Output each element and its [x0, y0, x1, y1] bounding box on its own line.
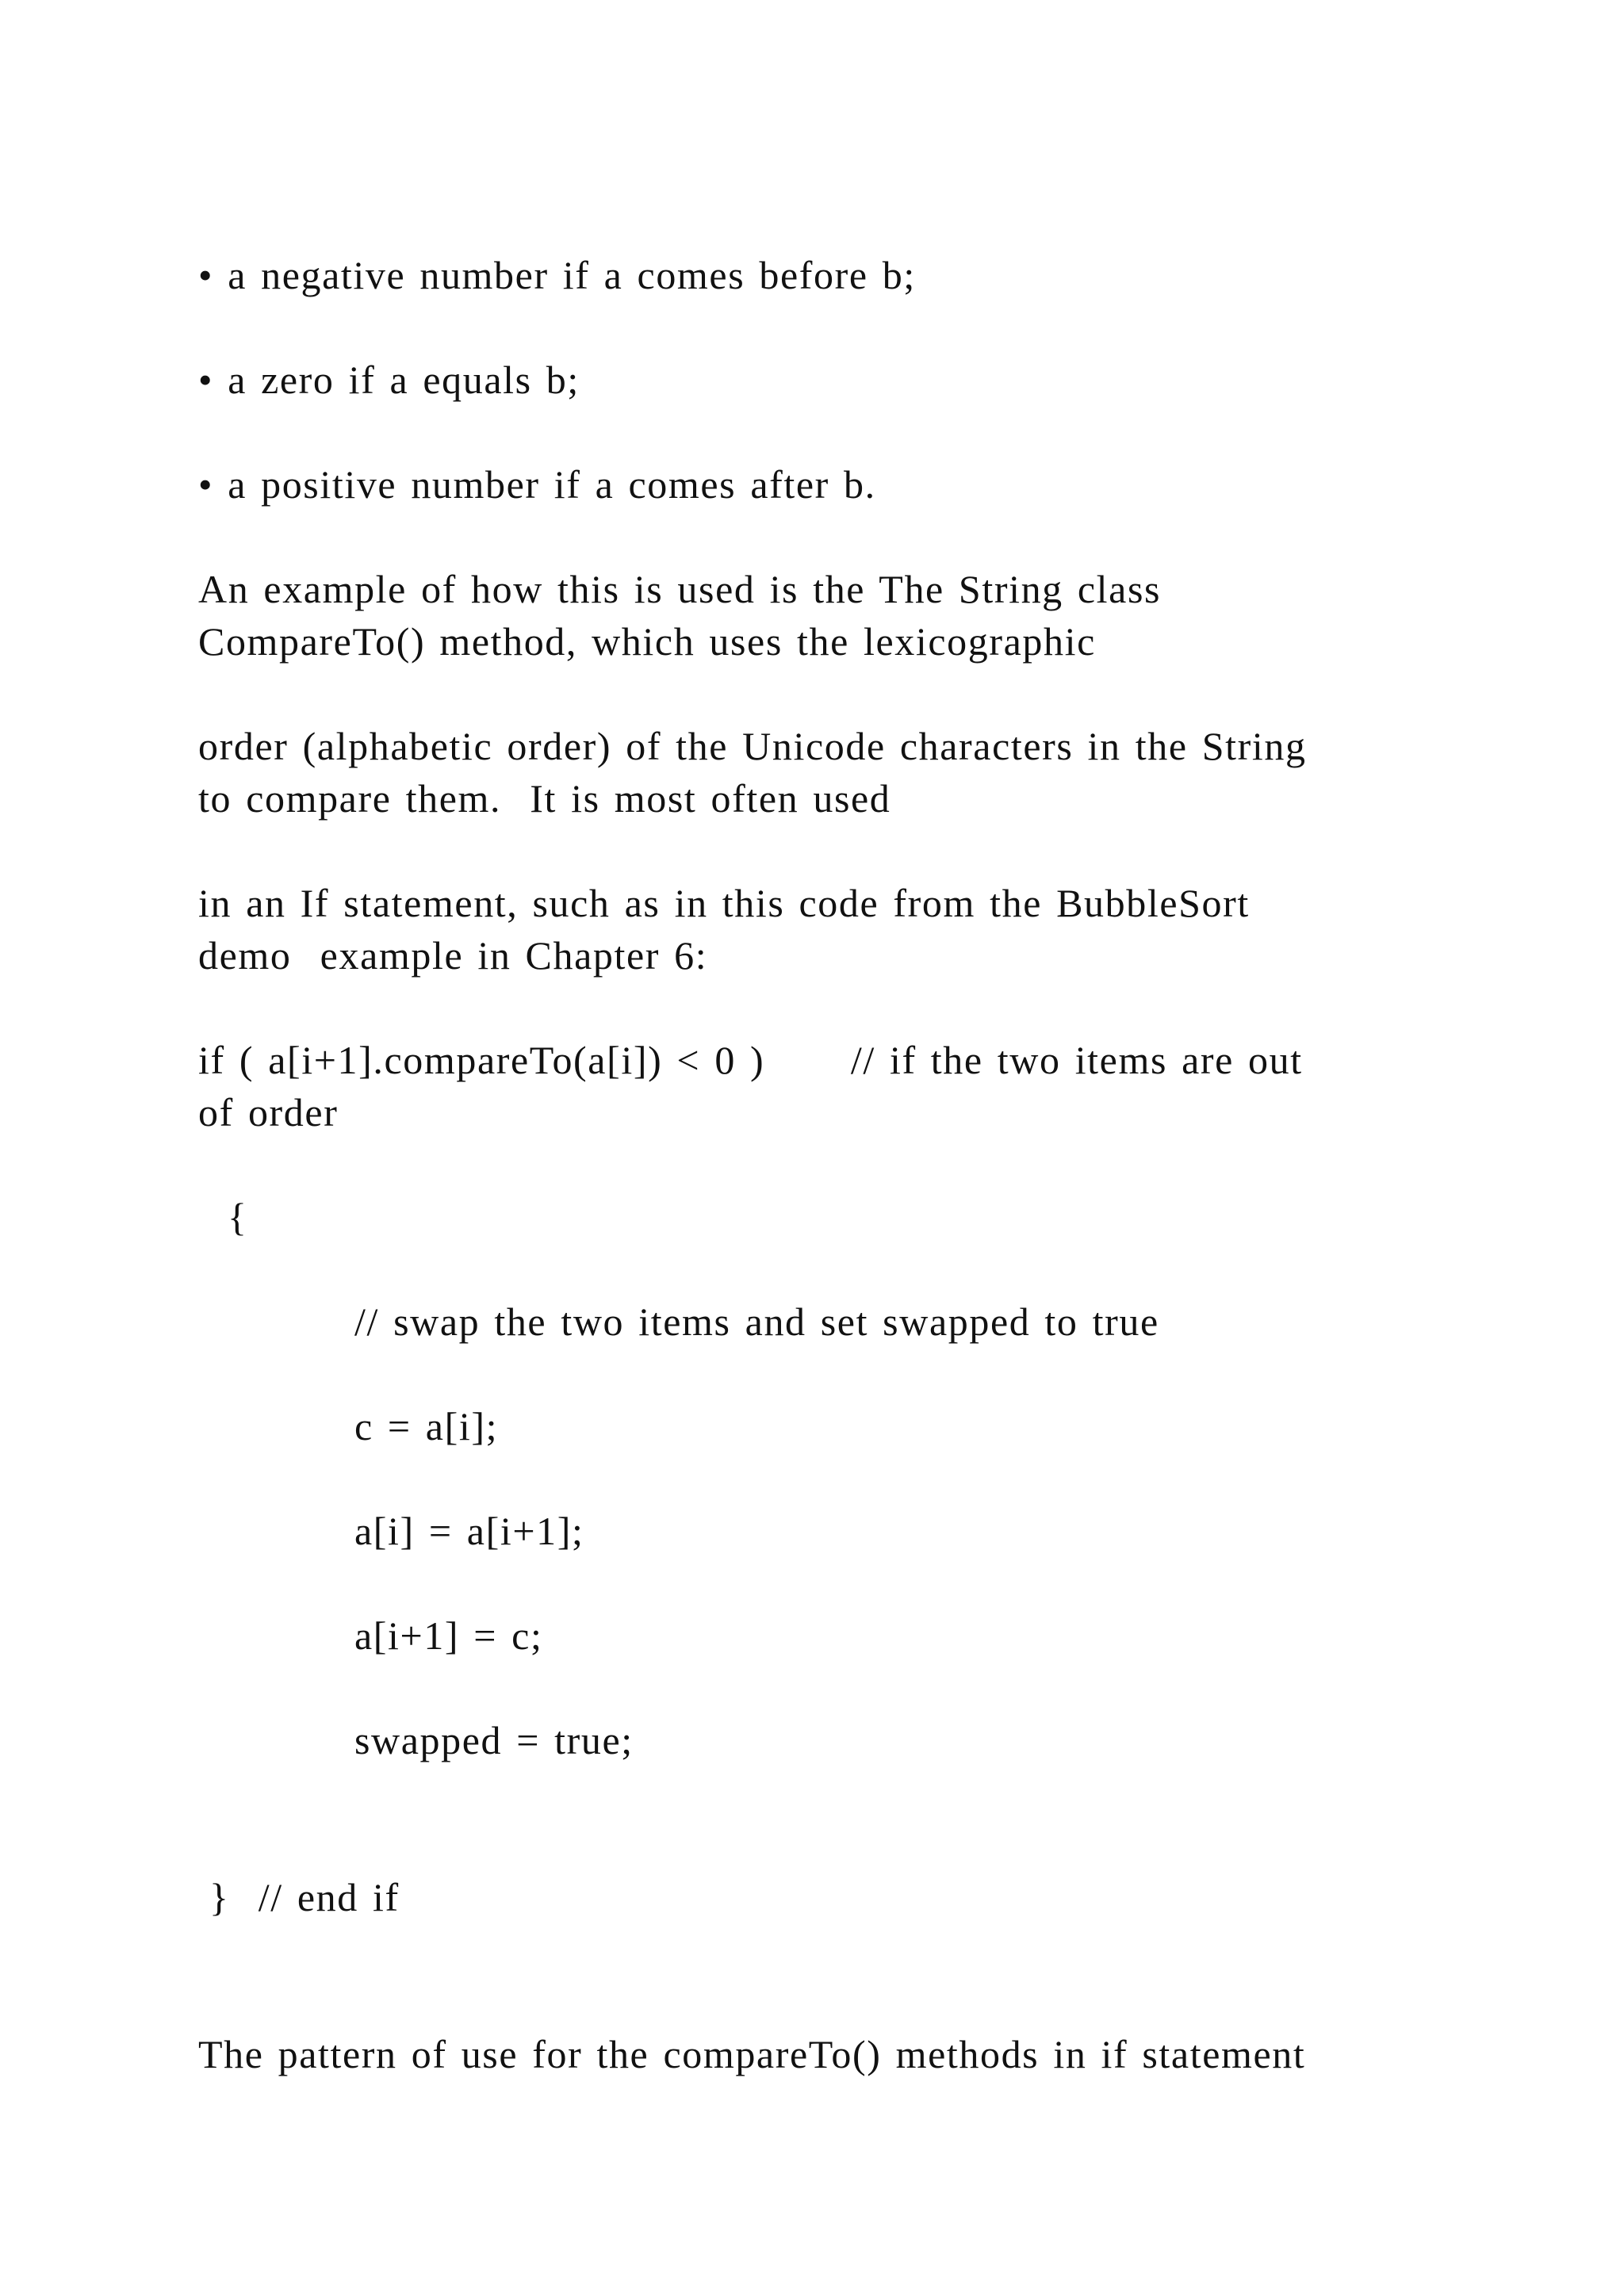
paragraph-line: An example of how this is used is the The String class [198, 567, 1162, 611]
bullet-negative: • a negative number if a comes before b; [198, 253, 916, 297]
code-statement: c = a[i]; [354, 1404, 499, 1448]
code-statement: a[i] = a[i+1]; [354, 1509, 584, 1553]
bullet-positive: • a positive number if a comes after b. [198, 462, 876, 507]
paragraph-line: CompareTo() method, which uses the lexicographic [198, 619, 1096, 664]
code-if-continuation: of order [198, 1090, 339, 1135]
code-comment: // swap the two items and set swapped to true [354, 1299, 1159, 1344]
code-close-brace: } // end if [209, 1875, 400, 1919]
code-open-brace: { [228, 1195, 248, 1239]
code-statement: a[i+1] = c; [354, 1613, 543, 1658]
paragraph-line: in an If statement, such as in this code from the BubbleSort [198, 881, 1250, 925]
paragraph-line: demo example in Chapter 6: [198, 933, 708, 978]
paragraph-line: The pattern of use for the compareTo() methods in if statement [198, 2032, 1306, 2076]
code-if-line: if ( a[i+1].compareTo(a[i]) < 0 ) // if the two items are out [198, 1038, 1303, 1082]
paragraph-line: to compare them. It is most often used [198, 776, 891, 821]
bullet-zero: • a zero if a equals b; [198, 358, 580, 402]
paragraph-line: order (alphabetic order) of the Unicode characters in the String [198, 724, 1307, 768]
code-statement: swapped = true; [354, 1718, 634, 1762]
